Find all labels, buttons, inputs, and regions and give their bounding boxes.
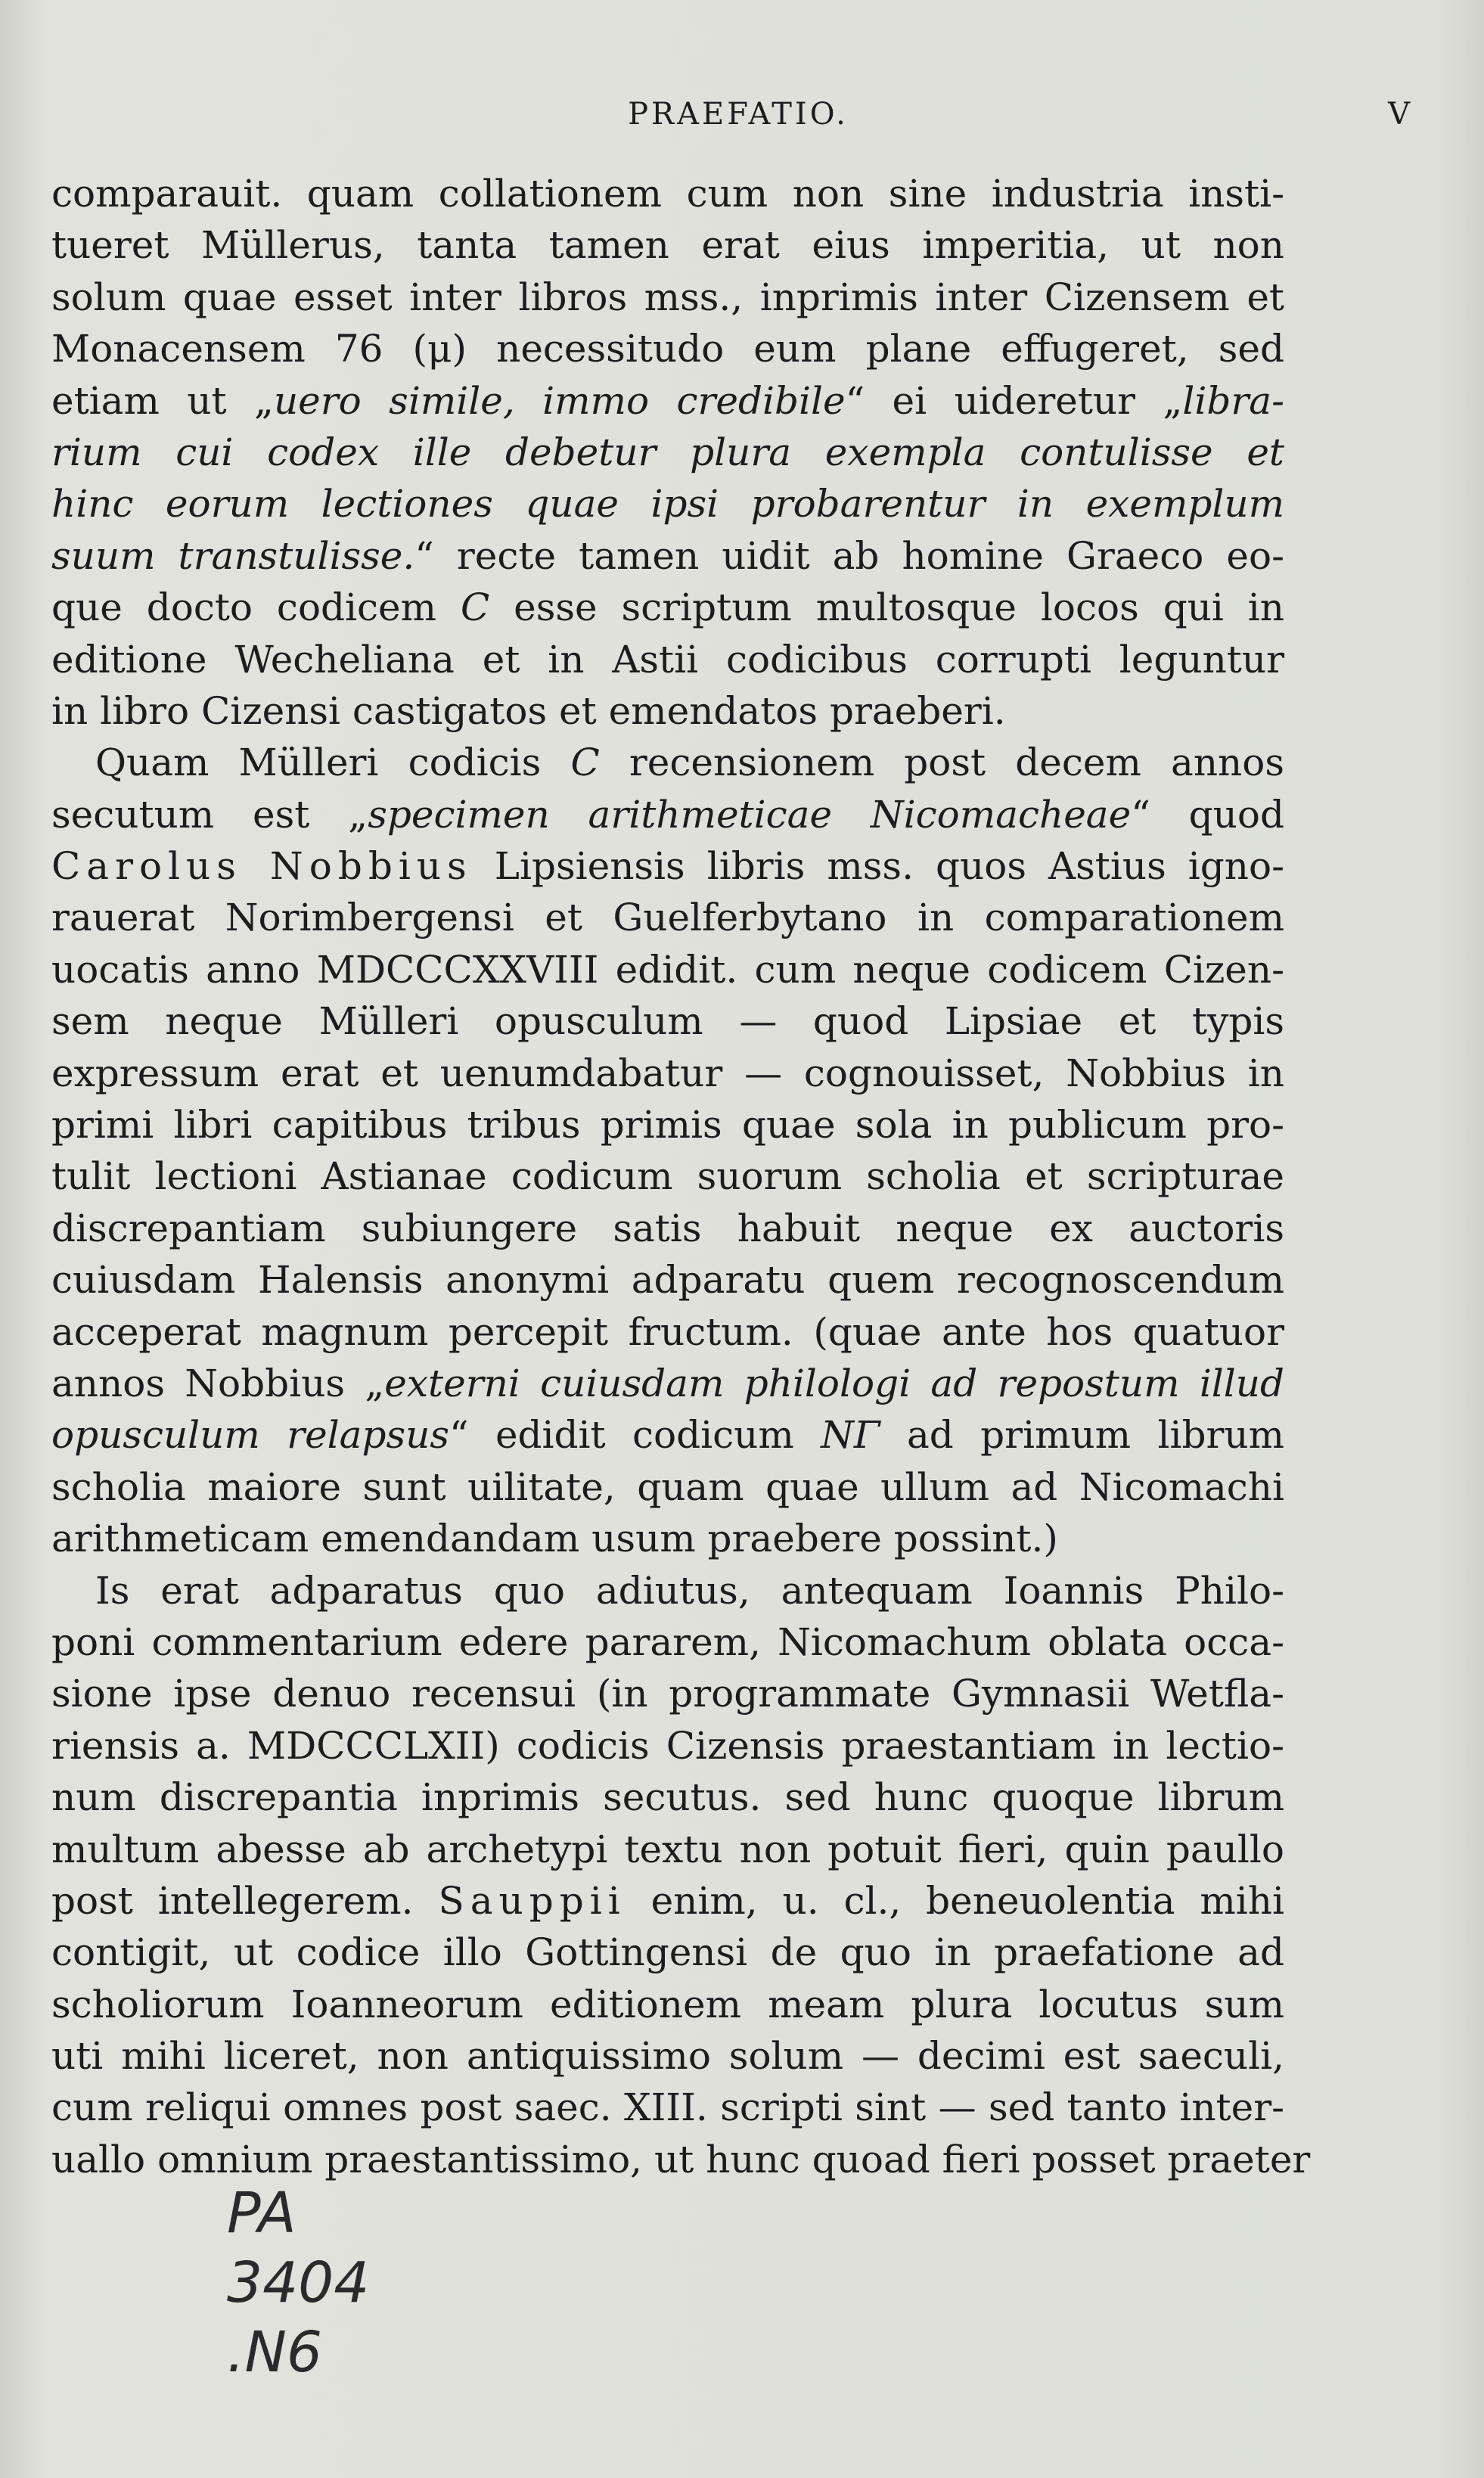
text-segment: ad primum librum [880, 1413, 1284, 1458]
italic-segment: uero simile, immo credibile [273, 378, 846, 423]
handwritten-call-number [227, 2178, 369, 2387]
text-segment: recensionem post decem annos [599, 741, 1284, 785]
text-line [51, 840, 1284, 892]
text-segment: “ edidit codicum [449, 1413, 821, 1458]
text-segment: solum quae esset inter libros mss., inprimis inter Cizensem et [51, 275, 1284, 319]
text-line [51, 1772, 1284, 1823]
call-number-line: 3404 [227, 2250, 370, 2315]
text-segment: tueret Müllerus, tanta tamen erat eius imperitia, ut non [51, 223, 1284, 268]
text-segment: scholiorum Ioanneorum editionem meam plura locutus sum [51, 1982, 1284, 2026]
text-segment: Monacensem 76 (μ) necessitudo eum plane effugeret, sed [51, 327, 1284, 371]
text-line [51, 1461, 1284, 1513]
text-line [51, 582, 1284, 633]
text-segment: uocatis anno MDCCCXXVIII edidit. cum neque codicem Cizen- [51, 947, 1284, 992]
text-line [51, 375, 1284, 427]
text-segment: acceperat magnum percepit fructum. (quae ante hos quatuor [51, 1309, 1284, 1354]
text-segment: enim, u. cl., beneuolentia mihi [626, 1878, 1284, 1923]
text-line [51, 478, 1284, 529]
italic-segment: rium cui codex ille debetur plura exempla contulisse et [51, 430, 1284, 474]
text-segment: scholia maiore sunt uilitate, quam quae ullum ad Nicomachi [51, 1464, 1284, 1509]
body-text [51, 168, 1311, 2185]
text-segment: annos Nobbius „ [51, 1361, 385, 1405]
text-line [51, 789, 1284, 840]
text-line [51, 1668, 1284, 1719]
text-segment: post intellegerem. [51, 1878, 439, 1923]
text-line [51, 1358, 1284, 1409]
text-segment: expressum erat et uenumdabatur — cognouisset, Nobbius in [51, 1051, 1284, 1095]
text-line [51, 168, 1284, 219]
call-number-line: .N6 [227, 2320, 322, 2385]
running-title: PRAEFATIO. [628, 97, 849, 132]
page-number: V [1388, 97, 1410, 132]
text-line [51, 737, 1284, 788]
text-segment: primi libri capitibus tribus primis quae sola in publicum pro- [51, 1103, 1284, 1147]
text-segment: poni commentarium edere pararem, Nicomachum oblata occa- [51, 1619, 1284, 1664]
text-line [51, 2030, 1284, 2082]
text-line [51, 892, 1284, 943]
text-segment: riensis a. MDCCCLXII) codicis Cizensis praestantiam in lectio- [51, 1723, 1284, 1768]
text-segment: editione Wecheliana et in Astii codicibus corrupti leguntur [51, 637, 1284, 682]
text-segment: comparauit. quam collationem cum non sine industria insti- [51, 172, 1284, 216]
text-line [51, 1565, 1284, 1616]
text-line [51, 1875, 1284, 1927]
text-segment: secutum est „ [51, 792, 368, 837]
text-segment: Sauppii [438, 1878, 626, 1923]
text-line [51, 1306, 1284, 1358]
text-segment: uallo omnium praestantissimo, ut hunc quoad fieri posset praeter [51, 2137, 1311, 2181]
text-segment: etiam ut „ [51, 378, 274, 423]
italic-segment: suum transtulisse. [51, 533, 415, 578]
text-line [51, 2134, 1311, 2185]
text-line [51, 1616, 1284, 1668]
text-segment: discrepantiam subiungere satis habuit neque ex auctoris [51, 1206, 1284, 1250]
italic-segment: C [460, 585, 490, 630]
text-segment: Lipsiensis libris mss. quos Astius igno- [472, 844, 1284, 889]
text-line [51, 1824, 1284, 1875]
text-segment: “ ei uideretur „ [845, 378, 1183, 423]
text-segment: num discrepantia inprimis secutus. sed hunc quoque librum [51, 1775, 1284, 1820]
text-segment: “ quod [1131, 792, 1284, 837]
text-segment: tulit lectioni Astianae codicum suorum scholia et scripturae [51, 1154, 1284, 1199]
text-line [51, 1979, 1284, 2030]
text-segment: Carolus Nobbius [51, 844, 473, 889]
text-line [51, 272, 1284, 323]
text-line [51, 1720, 1284, 1772]
text-line [51, 685, 1284, 737]
text-segment: que docto codicem [51, 585, 461, 630]
call-number-line: PA [227, 2181, 296, 2246]
text-segment: rauerat Norimbergensi et Guelferbytano in comparationem [51, 896, 1284, 940]
text-segment: contigit, ut codice illo Gottingensi de quo in praefatione ad [51, 1930, 1284, 1975]
text-line [51, 995, 1284, 1047]
text-segment: arithmeticam emendandam usum praebere possint.) [51, 1517, 1058, 1561]
text-line [51, 634, 1284, 685]
text-line [51, 1150, 1284, 1202]
italic-segment: libra- [1182, 378, 1284, 423]
text-line [51, 2082, 1284, 2133]
text-line [51, 1513, 1284, 1564]
text-segment: uti mihi liceret, non antiquissimo solum — decimi est saeculi, [51, 2034, 1284, 2079]
text-line [51, 1254, 1284, 1306]
text-segment: sione ipse denuo recensui (in programmate Gymnasii Wetfla- [51, 1672, 1284, 1716]
italic-segment: C [570, 741, 600, 785]
text-segment: Is erat adparatus quo adiutus, antequam Ioannis Philo- [95, 1568, 1284, 1613]
running-head [53, 97, 1423, 142]
text-line [51, 530, 1284, 582]
text-line [51, 427, 1284, 478]
text-line [51, 1048, 1284, 1099]
text-segment: Quam Mülleri codicis [95, 741, 571, 785]
italic-segment: hinc eorum lectiones quae ipsi probarentur in exemplum [51, 482, 1284, 526]
italic-segment: NΓ [821, 1413, 880, 1458]
text-line [51, 1099, 1284, 1150]
italic-segment: opusculum relapsus [51, 1413, 449, 1458]
text-line [51, 944, 1284, 995]
text-line [51, 323, 1284, 374]
italic-segment: externi cuiusdam philologi ad repostum illud [384, 1361, 1285, 1405]
text-line [51, 1409, 1284, 1461]
text-line [51, 1203, 1284, 1254]
text-segment: multum abesse ab archetypi textu non potuit fieri, quin paullo [51, 1827, 1284, 1871]
text-segment: esse scriptum multosque locos qui in [489, 585, 1284, 630]
text-segment: “ recte tamen uidit ab homine Graeco eo- [414, 533, 1284, 578]
text-line [51, 1927, 1284, 1978]
text-segment: cuiusdam Halensis anonymi adparatu quem recognoscendum [51, 1258, 1284, 1303]
text-segment: in libro Cizensi castigatos et emendatos praeberi. [51, 688, 1006, 733]
italic-segment: specimen arithmeticae Nicomacheae [368, 792, 1132, 837]
text-segment: sem neque Mülleri opusculum — quod Lipsiae et typis [51, 999, 1284, 1044]
text-segment: cum reliqui omnes post saec. XIII. scripti sint — sed tanto inter- [51, 2085, 1284, 2130]
text-line [51, 219, 1284, 271]
